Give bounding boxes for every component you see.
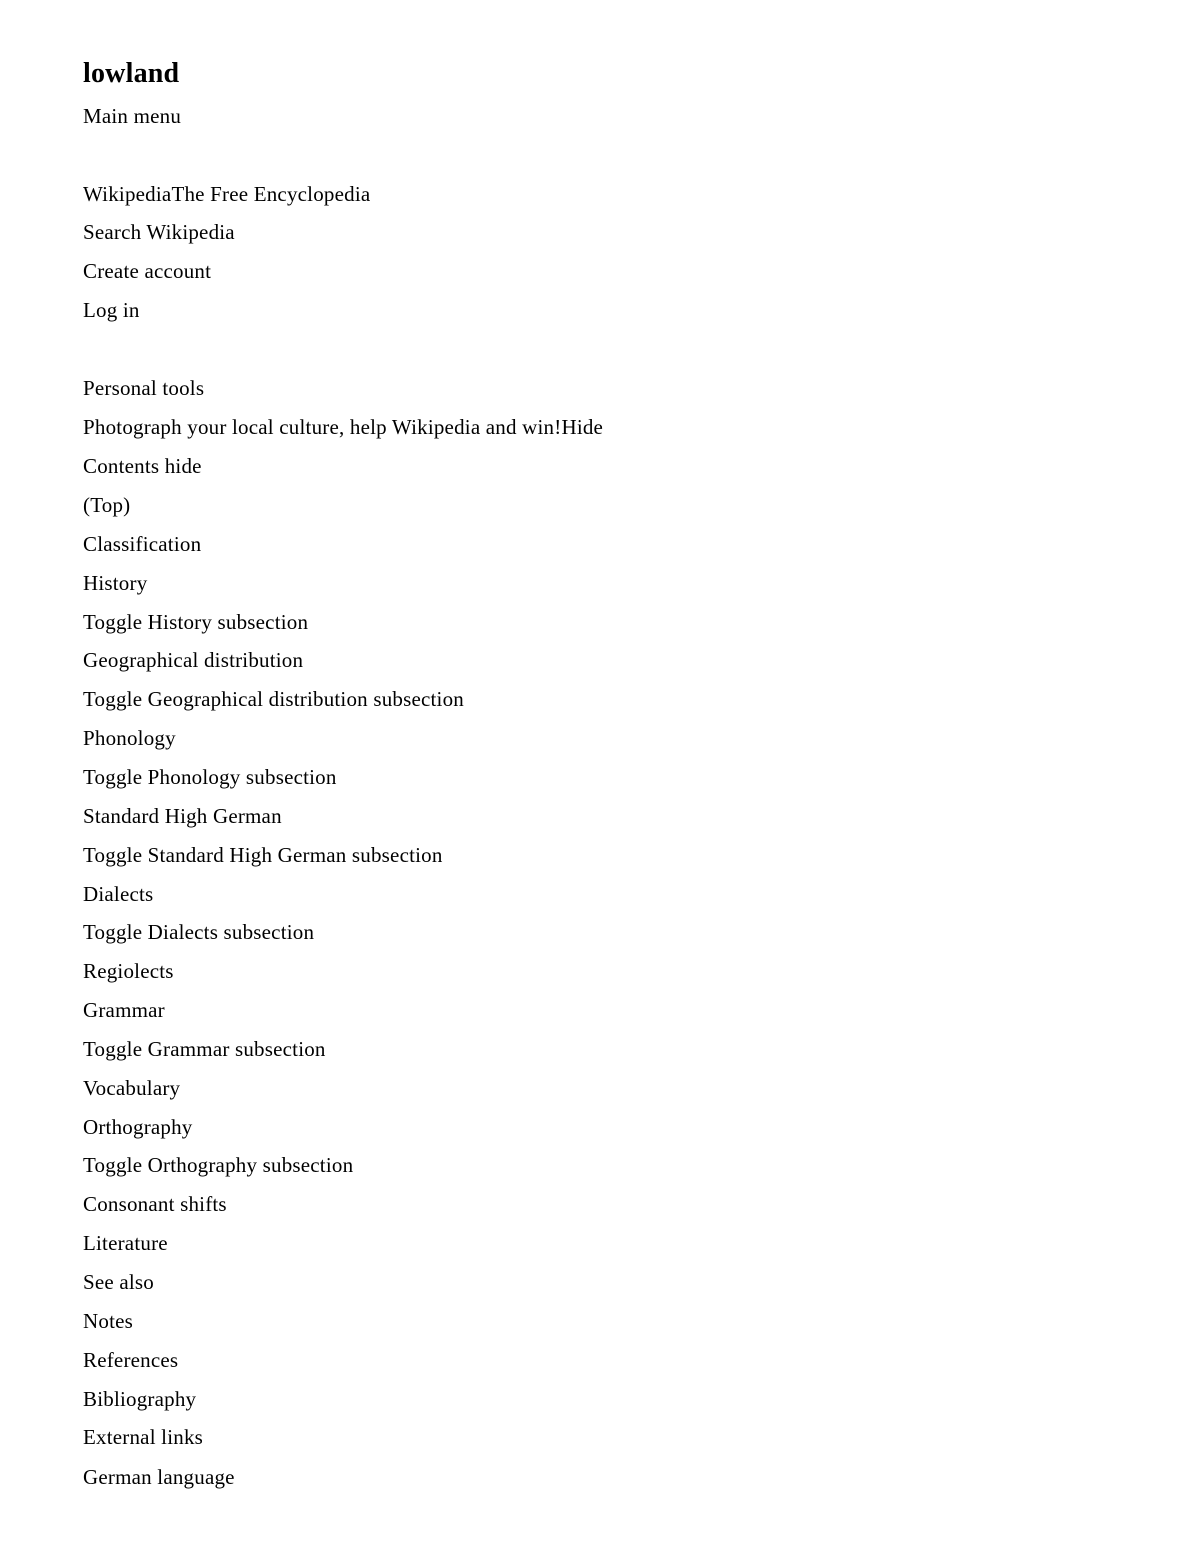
toc-item[interactable]: External links bbox=[83, 1425, 204, 1449]
toc-item[interactable]: Literature bbox=[83, 1231, 168, 1255]
toc-item[interactable]: Regiolects bbox=[83, 959, 174, 983]
site-tagline: The Free Encyclopedia bbox=[171, 182, 371, 206]
search-input[interactable]: Search Wikipedia bbox=[83, 220, 235, 244]
toc-item[interactable]: History bbox=[83, 571, 148, 595]
toc-item[interactable]: Orthography bbox=[83, 1115, 193, 1139]
banner-text[interactable]: Photograph your local culture, help Wikipedia and win! bbox=[83, 415, 562, 439]
create-account-link[interactable]: Create account bbox=[83, 259, 212, 283]
toc-item[interactable]: (Top) bbox=[83, 493, 131, 517]
toc-header[interactable]: Contents hide bbox=[83, 454, 202, 478]
banner-hide-button[interactable]: Hide bbox=[561, 415, 604, 439]
toc-toggle-button[interactable]: Toggle Phonology subsection bbox=[83, 765, 337, 789]
toc-item[interactable]: Grammar bbox=[83, 998, 165, 1022]
toc-toggle-button[interactable]: Toggle Standard High German subsection bbox=[83, 843, 443, 867]
toc-item[interactable]: See also bbox=[83, 1270, 154, 1294]
login-link[interactable]: Log in bbox=[83, 298, 140, 322]
toc-item[interactable]: Phonology bbox=[83, 726, 176, 750]
toc-toggle-button[interactable]: Toggle Geographical distribution subsection bbox=[83, 687, 464, 711]
toc-toggle-button[interactable]: Toggle Dialects subsection bbox=[83, 920, 315, 944]
site-name: Wikipedia bbox=[83, 182, 172, 206]
toc-toggle-button[interactable]: Toggle History subsection bbox=[83, 610, 309, 634]
toc-toggle-button[interactable]: Toggle Grammar subsection bbox=[83, 1037, 326, 1061]
toc-item[interactable]: Geographical distribution bbox=[83, 648, 304, 672]
toc-item[interactable]: Standard High German bbox=[83, 804, 282, 828]
toc-item[interactable]: Dialects bbox=[83, 882, 154, 906]
toc-item[interactable]: References bbox=[83, 1348, 179, 1372]
toc-item[interactable]: Vocabulary bbox=[83, 1076, 181, 1100]
wikipedia-home-link[interactable] bbox=[83, 181, 370, 207]
toc-item[interactable]: Classification bbox=[83, 532, 202, 556]
toc-item[interactable]: Consonant shifts bbox=[83, 1192, 227, 1216]
toc-toggle-button[interactable]: Toggle Orthography subsection bbox=[83, 1153, 354, 1177]
toc-item[interactable]: Notes bbox=[83, 1309, 133, 1333]
campaign-banner bbox=[83, 414, 603, 440]
toc-item[interactable]: Bibliography bbox=[83, 1387, 197, 1411]
main-menu-button[interactable]: Main menu bbox=[83, 104, 182, 128]
page-title: lowland bbox=[83, 58, 180, 89]
personal-tools-menu[interactable]: Personal tools bbox=[83, 376, 205, 400]
article-heading: German language bbox=[83, 1465, 235, 1489]
